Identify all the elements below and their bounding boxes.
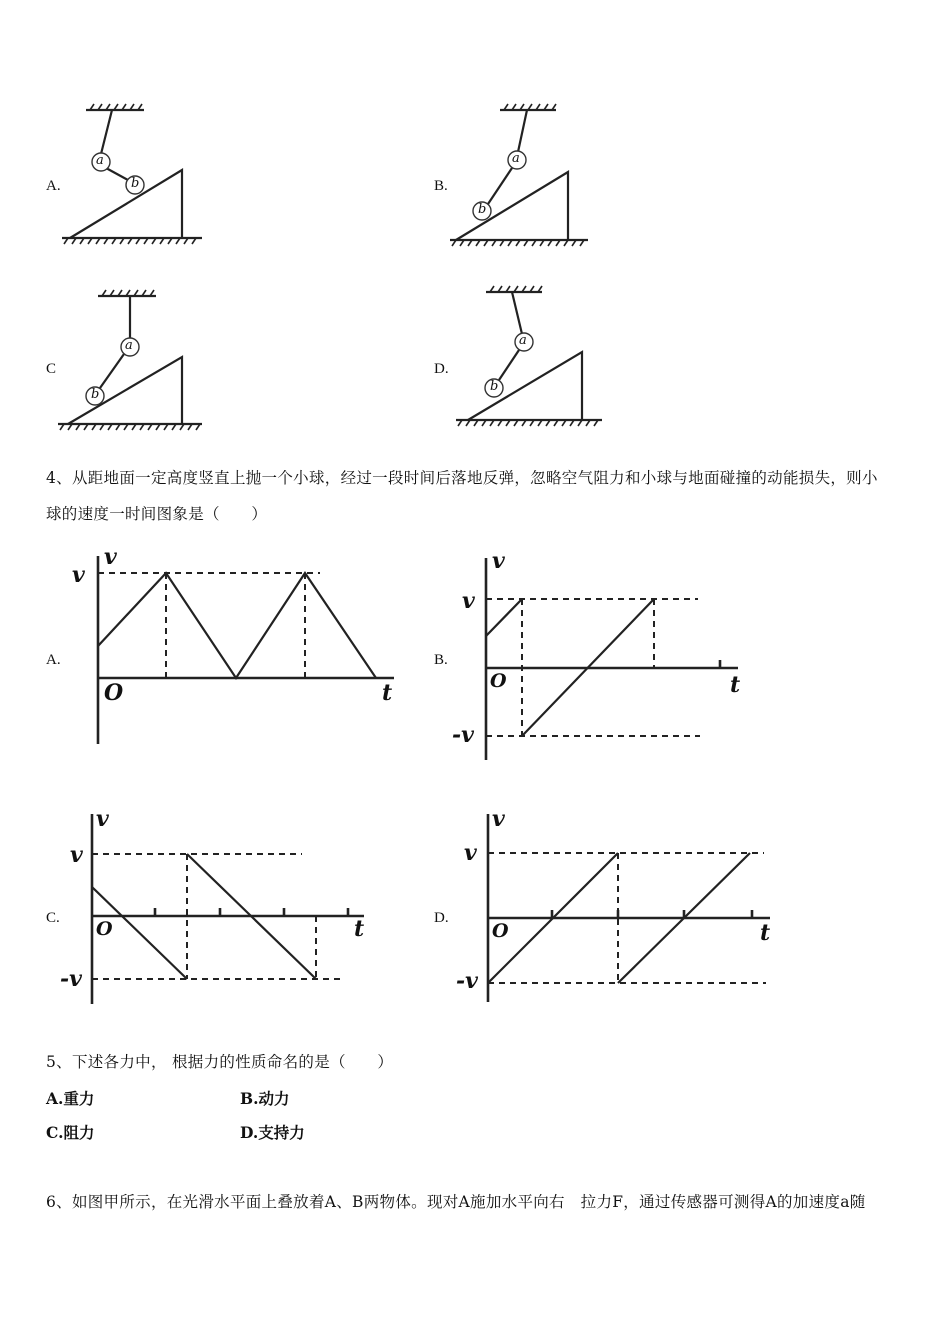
q5-choice-a[interactable]: A.重力 (46, 1089, 95, 1108)
t-axis-label: t (760, 920, 771, 946)
v-axis-label: v (492, 806, 505, 832)
q6-text: 6、如图甲所示，在光滑水平面上叠放着A、B两物体。现对A施加水平向右 拉力F，通过传感器可测得A的加速度a随 (46, 1193, 866, 1211)
origin-label: O (492, 920, 509, 942)
v-tick-label: v (462, 588, 475, 614)
ball-b-label: b (91, 387, 100, 402)
q4-text-line2: 球的速度一时间图象是（ ） (46, 505, 268, 523)
ball-a-label: a (519, 333, 527, 348)
q5-text: 5、下述各力中， 根据力的性质命名的是（ ） (46, 1053, 394, 1071)
v-tick-label: v (70, 842, 83, 868)
origin-label: O (96, 918, 113, 940)
option-a-label: A. (46, 178, 61, 194)
v-tick-label: v (464, 840, 477, 866)
origin-label: O (490, 670, 507, 692)
ball-a-label: a (125, 338, 133, 353)
ball-b-label: b (131, 176, 140, 191)
t-axis-label: t (354, 916, 365, 942)
option-b-label: B. (434, 178, 448, 194)
neg-v-tick-label: -v (60, 966, 82, 992)
v-axis-label: v (104, 544, 117, 570)
ball-b-label: b (490, 379, 499, 394)
neg-v-tick-label: -v (456, 968, 478, 994)
q5-choice-d[interactable]: D.支持力 (240, 1123, 305, 1142)
option-d-label: D. (434, 361, 449, 377)
ball-a-label: a (96, 153, 104, 168)
t-axis-label: t (730, 672, 741, 698)
option-c-label: C (46, 361, 57, 377)
graph-c-label: C. (46, 910, 60, 926)
graph-b-label: B. (434, 652, 448, 668)
neg-v-tick-label: -v (452, 722, 474, 748)
t-axis-label: t (382, 680, 393, 706)
v-axis-label: v (492, 548, 505, 574)
q4-text-line1: 4、从距地面一定高度竖直上抛一个小球，经过一段时间后落地反弹，忽略空气阻力和小球与地面碰撞的动能损失，则小 (46, 469, 878, 487)
ball-a-label: a (512, 151, 520, 166)
q5-choice-b[interactable]: B.动力 (240, 1089, 290, 1108)
graph-d-label: D. (434, 910, 449, 926)
graph-a-label: A. (46, 652, 61, 668)
origin-label: O (104, 680, 124, 706)
v-axis-label: v (96, 806, 109, 832)
v-tick-label: v (72, 562, 85, 588)
ball-b-label: b (478, 202, 487, 217)
q5-choice-c[interactable]: C.阻力 (46, 1123, 95, 1142)
